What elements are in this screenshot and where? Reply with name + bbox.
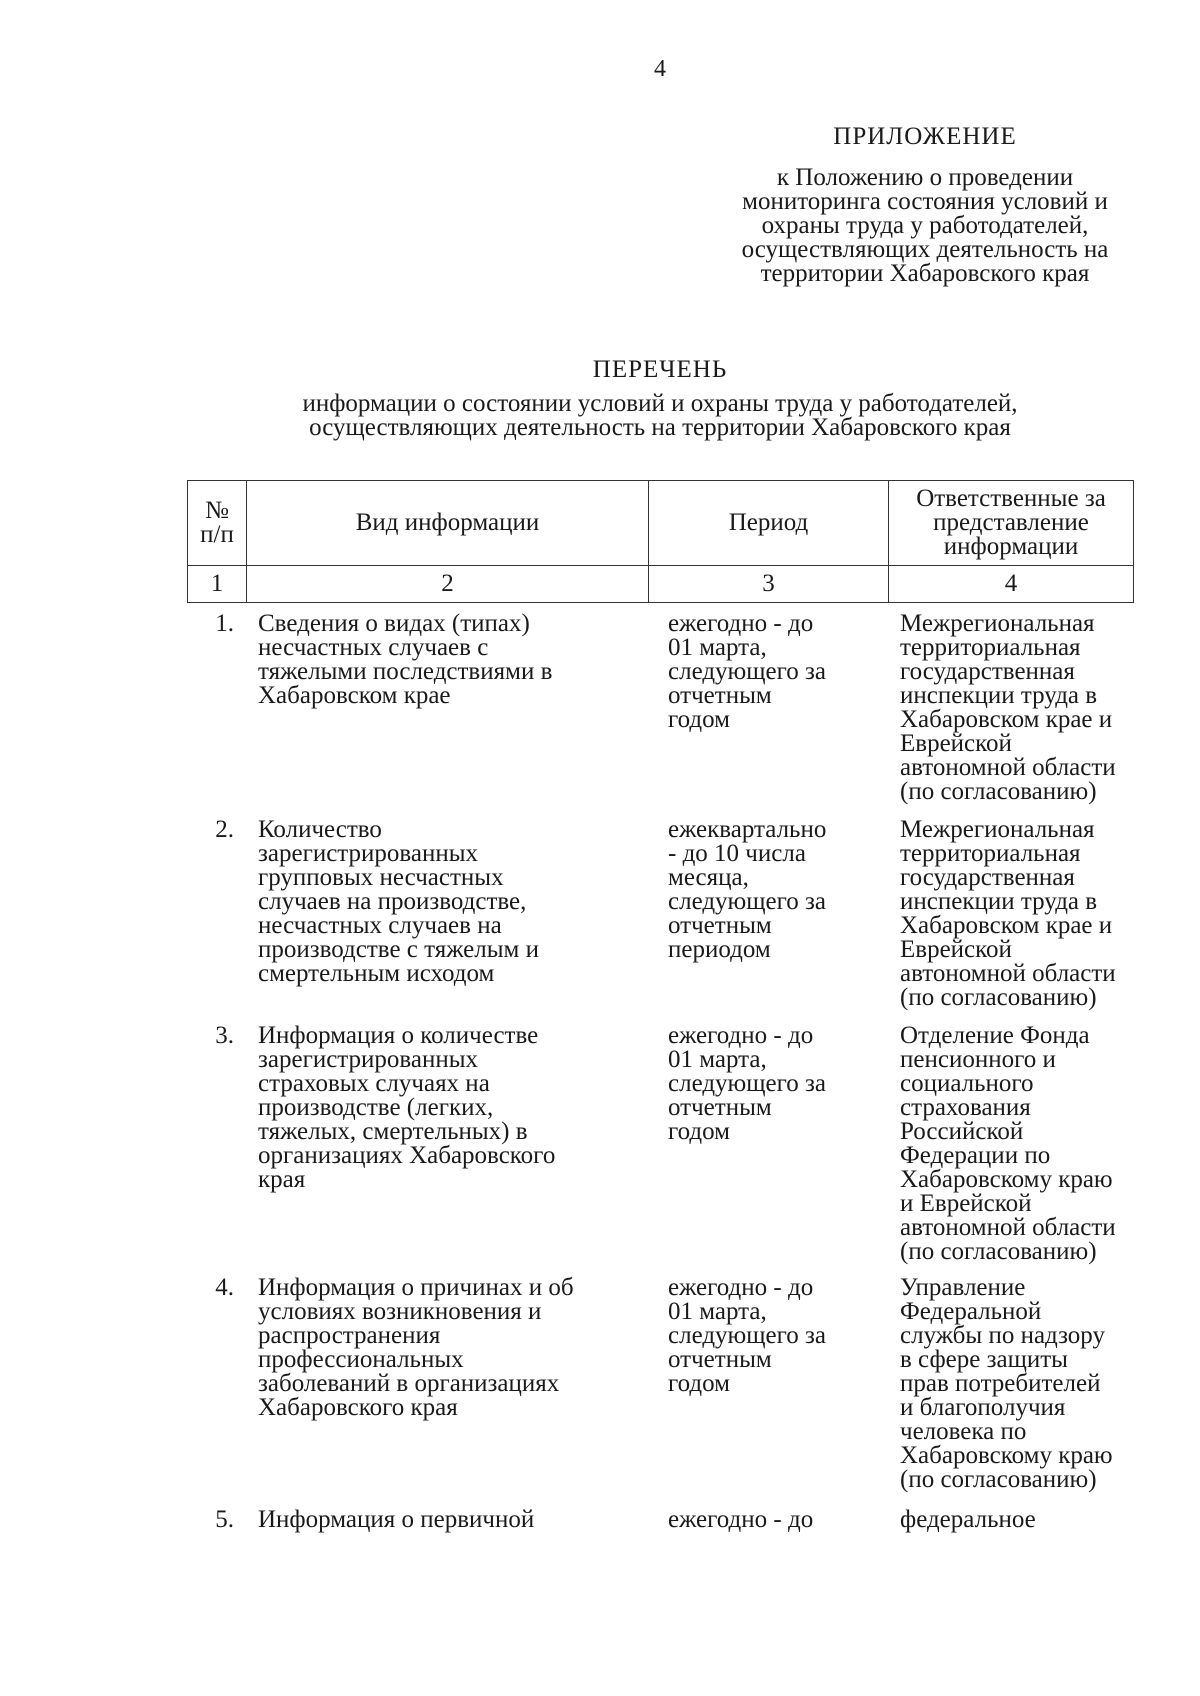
column-number: 2: [247, 566, 649, 603]
table-header: [187, 480, 1134, 603]
list-title: ПЕРЕЧЕНЬ: [592, 356, 728, 383]
row-kind: Информация о причинах и об условиях возникновения и распространения профессиональных заболеваний в организациях Хабаровского края: [258, 1274, 574, 1421]
column-number: 3: [649, 566, 889, 603]
row-number: 1.: [215, 610, 234, 637]
appendix-reference: к Положению о проведении мониторинга состояния условий и охраны труда у работодателей, осуществляющих деятельность на территории Хабаровского края: [741, 164, 1109, 287]
row-kind: Количество зарегистрированных групповых несчастных случаев на производстве, несчастных случаев на производстве с тяжелым и смертельным исходом: [258, 816, 539, 987]
table-row: [187, 818, 1133, 1024]
row-number: 2.: [215, 816, 234, 843]
appendix-block: [690, 122, 1160, 286]
header-responsible: Ответственные за представление информации: [889, 481, 1134, 566]
table-body: [187, 612, 1133, 1532]
column-number: 4: [889, 566, 1134, 603]
row-period: ежеквартально - до 10 числа месяца, следующего за отчетным периодом: [668, 816, 827, 963]
row-period: ежегодно - до 01 марта, следующего за отчетным годом: [668, 610, 826, 733]
row-responsible: Межрегиональная территориальная государственная инспекции труда в Хабаровском крае и Еврейской автономной области (по согласованию): [900, 610, 1116, 805]
row-period: ежегодно - до 01 марта, следующего за отчетным годом: [668, 1022, 826, 1145]
table-row: [187, 1276, 1133, 1508]
row-responsible: Управление Федеральной службы по надзору в сфере защиты прав потребителей и благополучия человека по Хабаровскому краю (по согласованию): [900, 1274, 1113, 1493]
row-responsible: Межрегиональная территориальная государственная инспекции труда в Хабаровском крае и Еврейской автономной области (по согласованию): [900, 816, 1116, 1011]
row-responsible: федеральное: [900, 1506, 1036, 1533]
table-row: [187, 1024, 1133, 1276]
row-period: ежегодно - до 01 марта, следующего за отчетным годом: [668, 1274, 826, 1397]
appendix-title: ПРИЛОЖЕНИЕ: [833, 123, 1017, 150]
row-period: ежегодно - до: [668, 1506, 814, 1533]
row-number: 5.: [215, 1506, 234, 1533]
column-number-row: [188, 566, 1134, 603]
table-row: [187, 1508, 1133, 1532]
row-kind: Информация о количестве зарегистрированных страховых случаях на производстве (легких, тяжелых, смертельных) в организациях Хабаровского края: [258, 1022, 556, 1193]
header-kind: Вид информации: [247, 481, 649, 566]
table-row: [187, 612, 1133, 818]
row-number: 3.: [215, 1022, 234, 1049]
header-row: [188, 481, 1134, 566]
row-number: 4.: [215, 1274, 234, 1301]
header-period: Период: [649, 481, 889, 566]
row-kind: Сведения о видах (типах) несчастных случаев с тяжелыми последствиями в Хабаровском крае: [258, 610, 553, 709]
row-responsible: Отделение Фонда пенсионного и социального страхования Российской Федерации по Хабаровскому краю и Еврейской автономной области (по согласованию): [900, 1022, 1116, 1265]
list-subtitle: информации о состоянии условий и охраны труда у работодателей, осуществляющих деятельность на территории Хабаровского края: [302, 390, 1018, 441]
row-kind: Информация о первичной: [258, 1506, 535, 1533]
column-number: 1: [188, 566, 247, 603]
header-number: № п/п: [188, 481, 247, 566]
page-number: 4: [654, 56, 666, 82]
